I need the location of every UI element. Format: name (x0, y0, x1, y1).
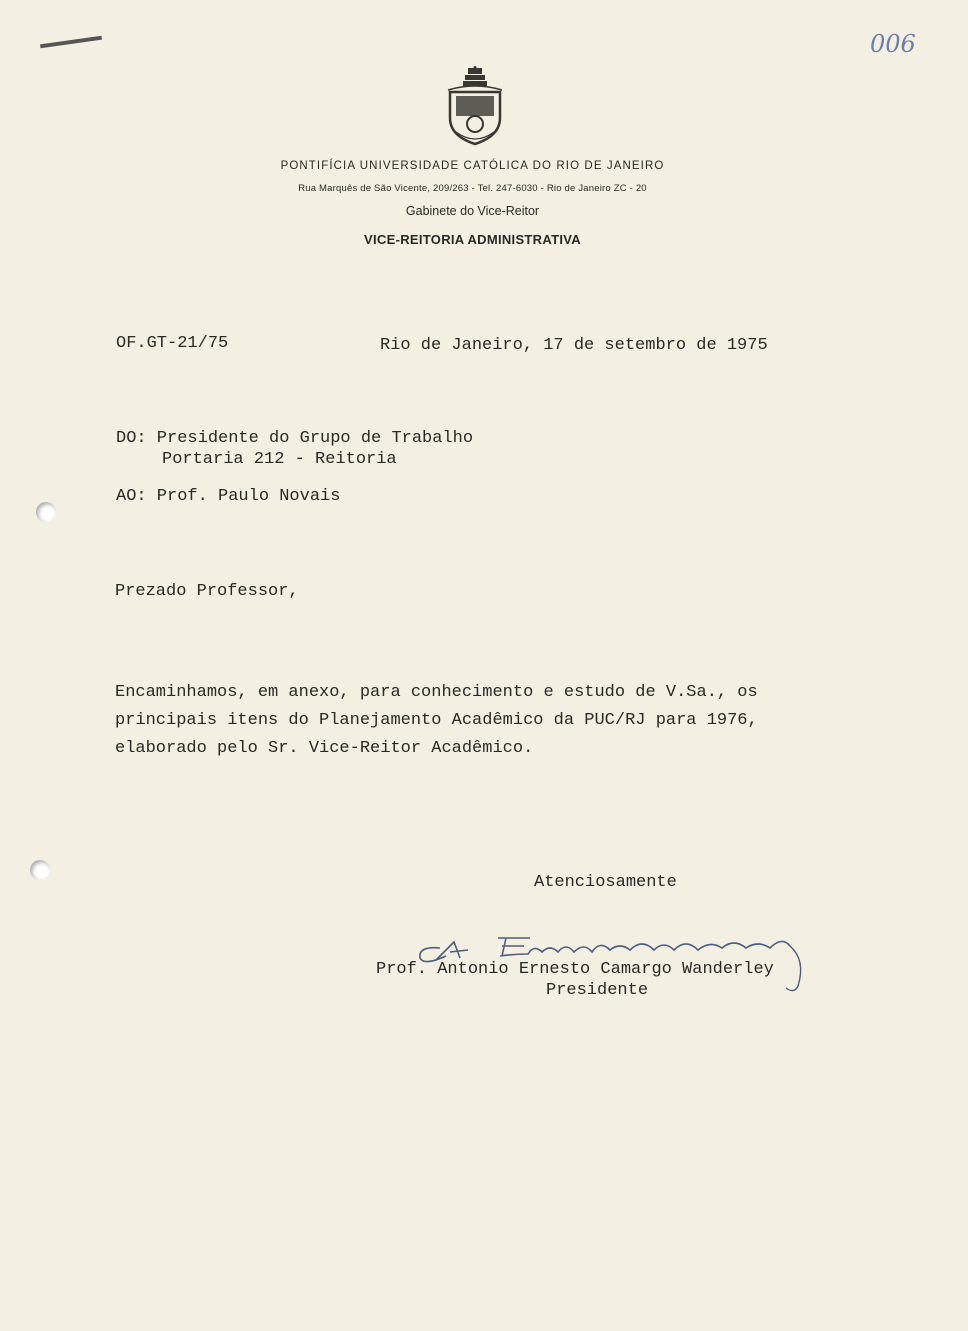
pen-mark (40, 36, 102, 49)
closing: Atenciosamente (534, 873, 677, 892)
university-crest-icon (444, 66, 506, 146)
body-line: principais itens do Planejamento Acadêmico da PUC/RJ para 1976, (115, 711, 758, 730)
department-name: VICE-REITORIA ADMINISTRATIVA (364, 232, 581, 247)
sender-line: DO: Presidente do Grupo de Trabalho (116, 429, 474, 448)
body-line: elaborado pelo Sr. Vice-Reitor Acadêmico. (115, 739, 534, 758)
institution-address: Rua Marquês de São Vicente, 209/263 - Tel. 247-6030 - Rio de Janeiro ZC - 20 (298, 183, 647, 194)
recipient-line: AO: Prof. Paulo Novais (116, 487, 341, 506)
salutation: Prezado Professor, (115, 582, 299, 601)
signer-title: Presidente (546, 981, 649, 1000)
page-number: 006 (870, 30, 916, 58)
punch-hole-top (36, 502, 56, 522)
letter-body (115, 679, 758, 763)
body-line: Encaminhamos, em anexo, para conhecimento e estudo de V.Sa., os (115, 683, 758, 702)
institution-name: PONTIFÍCIA UNIVERSIDADE CATÓLICA DO RIO DE JANEIRO (280, 160, 665, 172)
signer-name: Prof. Antonio Ernesto Camargo Wanderley (376, 960, 774, 979)
sender-subline: Portaria 212 - Reitoria (162, 450, 397, 469)
letter-reference: OF.GT-21/75 (116, 334, 229, 353)
punch-hole-bottom (30, 860, 50, 880)
cabinet-name: Gabinete do Vice-Reitor (405, 204, 540, 218)
letter-date: Rio de Janeiro, 17 de setembro de 1975 (380, 336, 768, 355)
